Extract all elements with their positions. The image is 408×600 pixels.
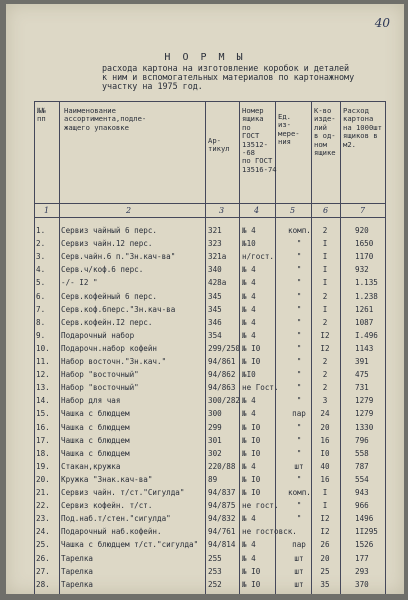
row-number: 26. bbox=[36, 553, 50, 563]
row-quantity: 16 bbox=[320, 474, 330, 484]
row-quantity: I bbox=[322, 239, 328, 249]
row-article: 94/875 bbox=[208, 501, 236, 511]
row-unit: " bbox=[296, 278, 302, 288]
row-article: 89 bbox=[208, 474, 218, 484]
row-name: Серв.коф.6перс."Зн.кач-ва bbox=[61, 304, 176, 314]
row-box-number: №I0 bbox=[242, 370, 256, 380]
row-quantity: I bbox=[322, 278, 328, 288]
table-row bbox=[34, 487, 386, 500]
row-quantity: I bbox=[322, 488, 328, 497]
table-row bbox=[34, 225, 386, 238]
row-article: 340 bbox=[208, 265, 222, 275]
row-number: 27. bbox=[36, 566, 50, 576]
row-unit: " bbox=[296, 252, 302, 262]
row-unit: пар bbox=[292, 540, 306, 550]
row-name: Тарелка bbox=[61, 553, 94, 563]
header-divider bbox=[34, 203, 386, 204]
row-number: 8. bbox=[36, 317, 46, 327]
row-article: 345 bbox=[208, 304, 222, 314]
row-box-number: № I0 bbox=[242, 579, 261, 589]
column-number: 2 bbox=[126, 206, 132, 215]
row-box-number: № 4 bbox=[242, 317, 256, 327]
row-name: Чашка с блюдцем bbox=[61, 448, 130, 458]
row-unit: " bbox=[296, 501, 302, 511]
document-subtitle: расхода картона на изготовление коробок и деталей к ним и вспомогательных материалов по картонажному участку на 1975 год. bbox=[102, 63, 355, 92]
row-quantity: 2 bbox=[322, 317, 328, 327]
row-consumption: 943 bbox=[355, 488, 369, 497]
row-quantity: 16 bbox=[320, 435, 330, 445]
row-quantity: I2 bbox=[320, 343, 330, 353]
row-article: 354 bbox=[208, 330, 222, 340]
table-row bbox=[34, 579, 386, 592]
row-unit: " bbox=[296, 291, 302, 301]
row-consumption: 558 bbox=[355, 448, 369, 458]
row-box-number: № 4 bbox=[242, 278, 256, 288]
row-quantity: I2 bbox=[320, 514, 330, 524]
row-name: Набор "восточный" bbox=[61, 370, 139, 380]
row-article: 255 bbox=[208, 553, 222, 563]
row-unit: " bbox=[296, 370, 302, 380]
row-article: 94/761 bbox=[208, 527, 236, 537]
row-box-number: № 4 bbox=[242, 409, 256, 419]
row-article: 321а bbox=[208, 252, 227, 262]
row-consumption: 554 bbox=[355, 474, 369, 484]
row-article: 321 bbox=[208, 226, 222, 235]
row-name: Стакан,кружка bbox=[61, 461, 121, 471]
row-box-number: № 4 bbox=[242, 226, 256, 235]
row-quantity: 2 bbox=[322, 370, 328, 380]
number-row-divider bbox=[34, 217, 386, 218]
row-unit: " bbox=[296, 514, 302, 524]
row-number: 20. bbox=[36, 474, 50, 484]
row-consumption: 1650 bbox=[355, 239, 374, 249]
row-box-number: не Гост. bbox=[242, 383, 279, 393]
table-row bbox=[34, 448, 386, 461]
page-number: 40 bbox=[374, 16, 390, 30]
row-quantity: 25 bbox=[320, 566, 330, 576]
row-number: 11. bbox=[36, 357, 50, 366]
row-quantity: I bbox=[322, 501, 328, 511]
column-header-box-number: Номер ящика по ГОСТ 13512- -68 по ГОСТ 13516-74 bbox=[242, 106, 277, 174]
row-unit: " bbox=[296, 474, 302, 484]
table-row bbox=[34, 408, 386, 421]
table-row bbox=[34, 526, 386, 539]
row-name: Серв.чайн.6 п."Зн.кач-ва" bbox=[61, 252, 176, 262]
row-box-number: не гостовск. bbox=[242, 527, 297, 537]
row-name: Сервиз кофейн. т/ст. bbox=[61, 501, 153, 511]
row-name: Чашка с блюдцем bbox=[61, 409, 130, 419]
table-row bbox=[34, 330, 386, 343]
row-quantity: I bbox=[322, 304, 328, 314]
table-row bbox=[34, 291, 386, 304]
row-box-number: № I0 bbox=[242, 474, 261, 484]
row-article: 301 bbox=[208, 435, 222, 445]
row-quantity: 2 bbox=[322, 226, 328, 235]
row-number: 4. bbox=[36, 265, 46, 275]
row-name: Серв.кофейный 6 перс. bbox=[61, 291, 158, 301]
table-row bbox=[34, 553, 386, 566]
column-number: 5 bbox=[290, 206, 296, 215]
row-box-number: № 4 bbox=[242, 514, 256, 524]
row-box-number: № 4 bbox=[242, 265, 256, 275]
row-unit: шт bbox=[294, 461, 304, 471]
row-consumption: 1330 bbox=[355, 422, 374, 432]
row-number: 1. bbox=[36, 226, 46, 235]
row-article: 323 bbox=[208, 239, 222, 249]
table-row bbox=[34, 461, 386, 474]
table-row bbox=[34, 500, 386, 513]
row-article: 94/863 bbox=[208, 383, 236, 393]
row-name: Подарочный набор bbox=[61, 330, 135, 340]
row-unit: " bbox=[296, 357, 302, 366]
row-article: 94/832 bbox=[208, 514, 236, 524]
row-quantity: 20 bbox=[320, 553, 330, 563]
row-unit: " bbox=[296, 396, 302, 406]
table-row bbox=[34, 435, 386, 448]
row-consumption: 787 bbox=[355, 461, 369, 471]
row-number: 3. bbox=[36, 252, 46, 262]
row-consumption: 920 bbox=[355, 226, 369, 235]
row-name: Набор "восточный" bbox=[61, 383, 139, 393]
row-number: 13. bbox=[36, 383, 50, 393]
row-consumption: 391 bbox=[355, 357, 369, 366]
row-article: 346 bbox=[208, 317, 222, 327]
column-header-consumption: Расход картона на 1000шт ящиков в м2. bbox=[343, 106, 382, 149]
row-box-number: № I0 bbox=[242, 435, 261, 445]
row-article: 345 bbox=[208, 291, 222, 301]
row-consumption: 932 bbox=[355, 265, 369, 275]
row-box-number: № 4 bbox=[242, 330, 256, 340]
table-row bbox=[34, 513, 386, 526]
row-consumption: 1279 bbox=[355, 396, 374, 406]
row-name: Тарелка bbox=[61, 579, 94, 589]
row-consumption: 1496 bbox=[355, 514, 374, 524]
row-name: Сервиз чайн. т/ст."Сигулда" bbox=[61, 488, 185, 497]
table-row bbox=[34, 251, 386, 264]
row-consumption: 1526 bbox=[355, 540, 374, 550]
row-unit: шт bbox=[294, 566, 304, 576]
table-border-top bbox=[34, 101, 386, 102]
row-consumption: 1.238 bbox=[355, 291, 378, 301]
row-name: Серв.ч/коф.6 перс. bbox=[61, 265, 144, 275]
column-header-unit: Ед. из- мере- ния bbox=[278, 112, 300, 147]
row-number: 16. bbox=[36, 422, 50, 432]
row-box-number: № I0 bbox=[242, 488, 261, 497]
column-header-quantity: К-во изде- лий в од- ном ящике bbox=[314, 106, 336, 158]
column-number: 3 bbox=[219, 206, 225, 215]
row-box-number: № I0 bbox=[242, 422, 261, 432]
table-row bbox=[34, 369, 386, 382]
row-quantity: 24 bbox=[320, 409, 330, 419]
row-unit: " bbox=[296, 265, 302, 275]
document-page bbox=[6, 4, 404, 594]
column-number: 1 bbox=[44, 206, 50, 215]
table-row bbox=[34, 277, 386, 290]
row-consumption: 475 bbox=[355, 370, 369, 380]
row-unit: " bbox=[296, 343, 302, 353]
row-article: 220/88 bbox=[208, 461, 236, 471]
table-row bbox=[34, 395, 386, 408]
table-row bbox=[34, 422, 386, 435]
row-consumption: 966 bbox=[355, 501, 369, 511]
row-consumption: 1.135 bbox=[355, 278, 378, 288]
row-article: 94/861 bbox=[208, 357, 236, 366]
row-name: Подарочн.набор кофейн bbox=[61, 343, 158, 353]
row-unit: " bbox=[296, 304, 302, 314]
row-article: 94/837 bbox=[208, 488, 236, 497]
row-name: Сервиз чайный 6 перс. bbox=[61, 226, 158, 235]
row-number: 17. bbox=[36, 435, 50, 445]
row-number: 10. bbox=[36, 343, 50, 353]
row-article: 302 bbox=[208, 448, 222, 458]
column-number: 6 bbox=[323, 206, 329, 215]
column-header-article: Ар- тикул bbox=[208, 136, 230, 154]
row-box-number: № 4 bbox=[242, 553, 256, 563]
row-box-number: № 4 bbox=[242, 540, 256, 550]
row-number: 25. bbox=[36, 540, 50, 550]
row-name: Чашка с блюдцем т/ст."сигулда" bbox=[61, 540, 199, 550]
table-row bbox=[34, 539, 386, 552]
row-unit: " bbox=[296, 239, 302, 249]
row-name: Под.наб.т/стен."сигулда" bbox=[61, 514, 171, 524]
row-name: Сервиз чайн.12 перс. bbox=[61, 239, 153, 249]
row-consumption: 1170 bbox=[355, 252, 374, 262]
column-header-number: №№ пп bbox=[37, 106, 46, 124]
row-consumption: 1261 bbox=[355, 304, 374, 314]
row-consumption: 177 bbox=[355, 553, 369, 563]
row-article: 299 bbox=[208, 422, 222, 432]
row-name: Чашка с блюдцем bbox=[61, 422, 130, 432]
row-quantity: I0 bbox=[320, 448, 330, 458]
row-name: Набор для чая bbox=[61, 396, 121, 406]
row-number: 12. bbox=[36, 370, 50, 380]
row-article: 94/862 bbox=[208, 370, 236, 380]
row-consumption: I.496 bbox=[355, 330, 378, 340]
row-consumption: 1143 bbox=[355, 343, 374, 353]
table-row bbox=[34, 356, 386, 369]
row-name: Чашка с блюдцем bbox=[61, 435, 130, 445]
row-quantity: 26 bbox=[320, 540, 330, 550]
row-unit: " bbox=[296, 422, 302, 432]
row-name: Серв.кофейн.I2 перс. bbox=[61, 317, 153, 327]
row-quantity: 2 bbox=[322, 383, 328, 393]
row-quantity: 40 bbox=[320, 461, 330, 471]
row-quantity: I bbox=[322, 265, 328, 275]
row-unit: комп. bbox=[288, 488, 311, 497]
row-box-number: № I0 bbox=[242, 448, 261, 458]
table-row bbox=[34, 474, 386, 487]
table-row bbox=[34, 238, 386, 251]
row-quantity: 20 bbox=[320, 422, 330, 432]
row-number: 14. bbox=[36, 396, 50, 406]
row-unit: " bbox=[296, 448, 302, 458]
row-number: 22. bbox=[36, 501, 50, 511]
row-article: 253 bbox=[208, 566, 222, 576]
row-number: 6. bbox=[36, 291, 46, 301]
table-row bbox=[34, 382, 386, 395]
row-name: Набор восточн."Зн.кач." bbox=[61, 357, 167, 366]
column-number: 4 bbox=[254, 206, 260, 215]
row-consumption: 1I295 bbox=[355, 527, 378, 537]
row-number: 21. bbox=[36, 488, 50, 497]
row-number: 7. bbox=[36, 304, 46, 314]
row-box-number: № 4 bbox=[242, 304, 256, 314]
row-box-number: № I0 bbox=[242, 357, 261, 366]
row-quantity: 2 bbox=[322, 291, 328, 301]
row-name: Кружка "Знак.кач-ва" bbox=[61, 474, 153, 484]
row-box-number: не гост. bbox=[242, 501, 279, 511]
table-row bbox=[34, 304, 386, 317]
row-unit: пар bbox=[292, 409, 306, 419]
row-article: 428а bbox=[208, 278, 227, 288]
table-row bbox=[34, 343, 386, 356]
norms-table bbox=[34, 101, 386, 594]
row-consumption: 1279 bbox=[355, 409, 374, 419]
row-box-number: № I0 bbox=[242, 566, 261, 576]
row-box-number: № 4 bbox=[242, 461, 256, 471]
row-article: 300 bbox=[208, 409, 222, 419]
row-unit: шт bbox=[294, 579, 304, 589]
row-name: -/- I2 " bbox=[61, 278, 98, 288]
row-quantity: 3 bbox=[322, 396, 328, 406]
row-consumption: 370 bbox=[355, 579, 369, 589]
row-quantity: 2 bbox=[322, 357, 328, 366]
table-row bbox=[34, 264, 386, 277]
row-number: 5. bbox=[36, 278, 46, 288]
row-name: Тарелка bbox=[61, 566, 94, 576]
row-box-number: н/гост. bbox=[242, 252, 275, 262]
document-title: Н О Р М Ы bbox=[164, 52, 246, 63]
row-unit: " bbox=[296, 330, 302, 340]
row-number: 28. bbox=[36, 579, 50, 589]
row-article: 299/250 bbox=[208, 343, 241, 353]
row-number: 9. bbox=[36, 330, 46, 340]
row-consumption: 731 bbox=[355, 383, 369, 393]
row-quantity: 35 bbox=[320, 579, 330, 589]
table-row bbox=[34, 317, 386, 330]
row-number: 24. bbox=[36, 527, 50, 537]
row-unit: комп. bbox=[288, 226, 311, 235]
row-number: 18. bbox=[36, 448, 50, 458]
row-box-number: № 4 bbox=[242, 396, 256, 406]
table-row bbox=[34, 566, 386, 579]
row-article: 94/814 bbox=[208, 540, 236, 550]
row-article: 252 bbox=[208, 579, 222, 589]
row-unit: шт bbox=[294, 553, 304, 563]
row-number: 2. bbox=[36, 239, 46, 249]
row-number: 23. bbox=[36, 514, 50, 524]
row-box-number: №10 bbox=[242, 239, 256, 249]
row-quantity: I2 bbox=[320, 330, 330, 340]
row-box-number: № 4 bbox=[242, 291, 256, 301]
row-quantity: I2 bbox=[320, 527, 330, 537]
row-consumption: 1087 bbox=[355, 317, 374, 327]
row-unit: " bbox=[296, 383, 302, 393]
row-unit: " bbox=[296, 435, 302, 445]
row-consumption: 293 bbox=[355, 566, 369, 576]
row-consumption: 796 bbox=[355, 435, 369, 445]
row-box-number: № I0 bbox=[242, 343, 261, 353]
column-number: 7 bbox=[360, 206, 366, 215]
row-number: 15. bbox=[36, 409, 50, 419]
row-number: 19. bbox=[36, 461, 50, 471]
row-article: 300/282 bbox=[208, 396, 241, 406]
row-name: Подарочный наб.кофейн. bbox=[61, 527, 162, 537]
row-unit: " bbox=[296, 317, 302, 327]
row-quantity: I bbox=[322, 252, 328, 262]
column-header-name: Наименование ассортимента,подле- жащего упаковке bbox=[64, 106, 147, 132]
